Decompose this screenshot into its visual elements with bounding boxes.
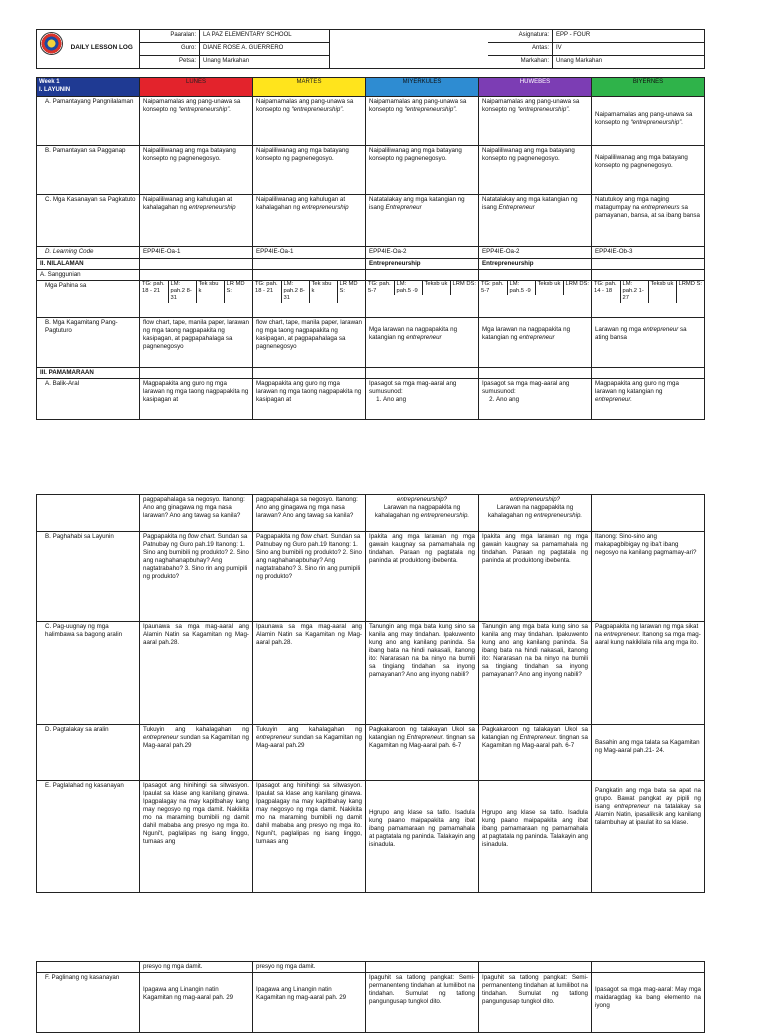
row-label: D. Learning Code (37, 247, 140, 259)
row-label: B. Paghahabi sa Layunin (37, 532, 140, 622)
row-performance-standard (37, 146, 705, 195)
row-references (37, 270, 705, 281)
cell: Pagkakaroon ng talakayan Ukol sa katangian ng Entrepreneur. tingnan sa Kagamitan ng Mag-aaral pah. 6-7 (366, 725, 479, 781)
cell: flow chart, tape, manila paper, larawan ng mga taong nagpapakita ng kasipagan, at pagpapahalaga sa pagnenegosyo (253, 317, 366, 367)
cell: Naipaliliwanag ang mga batayang konsepto ng pagnenegosyo. (140, 146, 253, 195)
cell: Pagpapakita ng flow chart. Sundan sa Patnubay ng Guro pah.19 Itanong: 1. Sino ang bumibili ng produkto? 2. Sino ang naghahanapbuhay? Ang nagtatrabaho? 3. Sino rin ang pumipili ng produkto? (253, 532, 366, 622)
quarter-label: Markahan: (488, 56, 553, 69)
row-label: C. Mga Kasanayan sa Pagkatuto (37, 195, 140, 247)
cell: Magpapakita ang guro ng mga larawan ng mga taong nagpapakita ng kasipagan at (253, 378, 366, 419)
week-header (37, 78, 140, 97)
cell: Basahin ang mga talata sa Kagamitan ng Mag-aaral pah.21- 24. (592, 725, 705, 781)
row-label: Mga Pahina sa (37, 280, 140, 317)
lesson-table-1 (36, 77, 705, 420)
cell: pagpapahalaga sa negosyo. Itanong: Ano ang ginagawa ng mga nasa larawan? Ano ang tawag sa kanila? (253, 495, 366, 532)
date-label: Petsa: (140, 56, 200, 69)
cell: Hgrupo ang klase sa tatlo. Isadula kung paano maipapakita ang ibat ibang pamamaraan ng pamamahala at pagtatala ng paninda. Talakayin ang isinadula. (479, 781, 592, 893)
cell: EPP4IE-Oa-2 (479, 247, 592, 259)
row-skills-development (37, 972, 705, 1032)
cell: Naipamamalas ang pang-unawa sa konsepto ng “entrepreneurship”. (479, 97, 592, 146)
day-header-monday: LUNES (140, 78, 253, 97)
lesson-table-3 (36, 961, 705, 1033)
row-pages (37, 280, 705, 317)
school-label: Paaralan: (140, 30, 200, 43)
day-header-thursday: HUWEBES (479, 78, 592, 97)
row-label: B. Mga Kagamitang Pang-Pagtuturo (37, 317, 140, 367)
cell: EPP4IE-Oa-1 (253, 247, 366, 259)
cell: Naipamamalas ang pang-unawa sa konsepto ng “entrepreneurship”. (366, 97, 479, 146)
teacher-value: DIANE ROSE A. GUERRERO (200, 43, 330, 56)
cell: Larawan ng mga entrepreneur sa ating bansa (592, 317, 705, 367)
cell: Ipaunawa sa mga mag-aaral ang Alamin Natin sa Kagamitan ng Mag-aaral pah.28. (140, 622, 253, 725)
cell: Itanong: Sino-sino ang makapagbibigay ng iba't ibang negosyo na kanilang pagmamay-ari? (592, 532, 705, 622)
section-heading: II. NILALAMAN (37, 259, 140, 270)
cell: Mga larawan na nagpapakita ng katangian ng entrepreneur (366, 317, 479, 367)
cell: presyo ng mga damit. (253, 962, 366, 973)
cell: Ipakita ang mga larawan ng mga gawain kaugnay sa pamamahala ng tindahan. Paraan ng pagtatala ng paninda at produktong ibebenta. (366, 532, 479, 622)
cell: EPP4IE-Oa-1 (140, 247, 253, 259)
row-learning-code (37, 247, 705, 259)
cell: Naipaliliwanag ang mga batayang konsepto ng pagnenegosyo. (479, 146, 592, 195)
ref-cell: TG: pah. 14 - 18 LM: pah.2 1-27 Teksb uk LRMD S: (592, 280, 705, 317)
row-review-cont (37, 495, 705, 532)
row-label: D. Pagtalakay sa aralin (37, 725, 140, 781)
header-table (36, 29, 705, 69)
cell: Natatalakay ang mga katangian ng isang Entrepreneur (366, 195, 479, 247)
row-skills-cont (37, 962, 705, 973)
row-content-standard (37, 97, 705, 146)
cell: Magpapakita ang guro ng mga larawan ng katangian ng entrepreneur. (592, 378, 705, 419)
quarter-value: Unang Markahan (553, 56, 705, 69)
cell: Ipasagot sa mga mag-aaral ang sumusunod: 1. Ano ang (366, 378, 479, 419)
cell: Tanungin ang mga bata kung sino sa kanila ang may tindahan. Ipakuwento kung ano ang kanilang paninda. Sa ibang bata na hindi nakasali, itanong ito: Nararasan na ba ninyo na bumili sa tingiang tindahan sa inyong pamayanan? Ano ang inyong nabili? (366, 622, 479, 725)
week-label: Week 1 (39, 79, 60, 85)
lesson-table-2 (36, 494, 705, 893)
cell: Ipagawa ang Linangin natin Kagamitan ng mag-aaral pah. 29 (140, 972, 253, 1032)
row-motivation (37, 532, 705, 622)
row-materials (37, 317, 705, 367)
date-value: Unang Markahan (200, 56, 330, 69)
cell: Ipasagot sa mga mag-aaral: May mga maidaragdag ka bang elemento na iyong (592, 972, 705, 1032)
cell: EPP4IE-Oa-2 (366, 247, 479, 259)
cell: Pagpapakita ng flow chart. Sundan sa Patnubay ng Guro pah.19 Itanong: 1. Sino ang bumibili ng produkto? 2. Sino ang naghahanapbuhay? Ang nagtatrabaho? 3. Sino rin ang pumipili ng produkto? (140, 532, 253, 622)
cell: Naipaliliwanag ang kahulugan at kahalagahan ng entrepreneurship (140, 195, 253, 247)
row-content (37, 259, 705, 270)
cell: Naipaliliwanag ang kahulugan at kahalagahan ng entrepreneurship (253, 195, 366, 247)
grade-value: IV (553, 43, 705, 56)
cell: Natatalakay ang mga katangian ng isang Entrepreneur (479, 195, 592, 247)
row-label: E. Paglalahad ng kasanayan (37, 781, 140, 893)
cell: flow chart, tape, manila paper, larawan ng mga taong nagpapakita ng kasipagan, at pagpapahalaga sa pagnenegosyo (140, 317, 253, 367)
cell: Ipaguhit sa tatlong pangkat: Semi-permanenteng tindahan at lumilibot na tindahan. Sumulat ng tatlong pangungusap tungkol dito. (366, 972, 479, 1032)
grade-label: Antas: (488, 43, 553, 56)
cell: Tanungin ang mga bata kung sino sa kanila ang may tindahan. Ipakuwento kung ano ang kanilang paninda. Sa ibang bata na hindi nakasali, itanong ito: Nararasan na ba ninyo na bumili sa tingiang tindahan sa inyong pamayanan? Ano ang inyong nabili? (479, 622, 592, 725)
deped-seal-icon (40, 32, 63, 55)
cell: Hgrupo ang klase sa tatlo. Isadula kung paano maipapakita ang ibat ibang pamamaraan ng pamamahala at pagtatala ng paninda. Talakayin ang isinadula. (366, 781, 479, 893)
cell: Naipamamalas ang pang-unawa sa konsepto ng “entrepreneurship”. (592, 97, 705, 146)
cell: Mga larawan na nagpapakita ng katangian ng entrepreneur (479, 317, 592, 367)
cell: Natutukoy ang mga naging matagumpay na entrepreneurs sa pamayanan, bansa, at sa ibang bansa (592, 195, 705, 247)
cell: EPP4IE-Ob-3 (592, 247, 705, 259)
cell: Naipamamalas ang pang-unawa sa konsepto ng “entrepreneurship”. (253, 97, 366, 146)
cell: Ipakita ang mga larawan ng mga gawain kaugnay sa pamamahala ng tindahan. Paraan ng pagtatala ng paninda at produktong ibebenta. (479, 532, 592, 622)
cell: Naipaliliwanag ang mga batayang konsepto ng pagnenegosyo. (366, 146, 479, 195)
subject-label: Asignatura: (488, 30, 553, 43)
cell: Ipasagot ang hinihingi sa sitwasyon. Ipaulat sa klase ang kanilang ginawa. Ipagpalagay na may kapitbahay kang may negosyo ng mga damit. Nakikita mo na maraming bumibili ng damit dahil mababa ang presyo ng mga ito. Nguni't, paglalipas ng isang linggo, tumaas ang (140, 781, 253, 893)
cell: Pagpapakita ng larawan ng mga sikat na entrepreneur. Itanong sa mga mag-aaral kung nakikilala nila ang mga ito. (592, 622, 705, 725)
day-header-tuesday: MARTES (253, 78, 366, 97)
cell: Naipaliliwanag ang mga batayang konsepto ng pagnenegosyo. (253, 146, 366, 195)
ref-cell: TG: pah. 18 - 21 LM: pah.2 8-31 Tek sbu k LR MD S: (140, 280, 253, 317)
lesson-log-page-3 (36, 961, 704, 1033)
teacher-label: Guro: (140, 43, 200, 56)
cell: Ipaunawa sa mga mag-aaral ang Alamin Natin sa Kagamitan ng Mag-aaral pah.28. (253, 622, 366, 725)
row-learning-competencies (37, 195, 705, 247)
cell: entrepreneurship? Larawan na nagpapakita ng kahalagahan ng entrepreneurship. (366, 495, 479, 532)
cell: Ipagawa ang Linangin natin Kagamitan ng mag-aaral pah. 29 (253, 972, 366, 1032)
cell: Naipamamalas ang pang-unawa sa konsepto ng “entrepreneurship”. (140, 97, 253, 146)
row-label: A. Balik-Aral (37, 378, 140, 419)
row-procedure (37, 367, 705, 378)
cell: Tukuyin ang kahalagahan ng entrepreneur sundan sa Kagamitan ng Mag-aaral pah.29 (140, 725, 253, 781)
lesson-log-page-1 (36, 29, 704, 420)
cell: Tukuyin ang kahalagahan ng entrepreneur sundan sa Kagamitan ng Mag-aaral pah.29 (253, 725, 366, 781)
row-label: C. Pag-uugnay ng mga halimbawa sa bagong aralin (37, 622, 140, 725)
row-discussion (37, 725, 705, 781)
cell: Ipaguhit sa tatlong pangkat: Semi-permanenteng tindahan at lumilibot na tindahan. Sumulat ng tatlong pangungusap tungkol dito. (479, 972, 592, 1032)
cell: Magpapakita ang guro ng mga larawan ng mga taong nagpapakita ng kasipagan at (140, 378, 253, 419)
document-title: DAILY LESSON LOG (70, 43, 133, 51)
ref-cell: TG: pah. 5-7 LM: pah.5 -9 Teksb uk LRM DS: (479, 280, 592, 317)
row-label: B. Pamantayan sa Pagganap (37, 146, 140, 195)
school-value: LA PAZ ELEMENTARY SCHOOL (200, 30, 330, 43)
row-label: A. Sanggunian (37, 270, 140, 281)
cell: pagpapahalaga sa negosyo. Itanong: Ano ang ginagawa ng mga nasa larawan? Ano ang tawag sa kanila? (140, 495, 253, 532)
cell: Entrepreneurship (479, 259, 592, 270)
layunin-heading: I. LAYUNIN (39, 86, 71, 93)
lesson-log-page-2 (36, 494, 704, 893)
cell: Entrepreneurship (366, 259, 479, 270)
row-label: F. Paglinang ng kasanayan (37, 972, 140, 1032)
day-header-friday: BIYERNES (592, 78, 705, 97)
ref-cell: TG: pah. 5-7 LM: pah.5 -9 Teksb uk LRM DS: (366, 280, 479, 317)
row-skills-presentation (37, 781, 705, 893)
cell: Pangkatin ang mga bata sa apat na grupo. Bawat pangkat ay pipili ng isang entrepreneur na tatalakay sa Alamin Natin, ipasaliksik ang kanilang talambuhay at ipaulat ito sa klase. (592, 781, 705, 893)
row-review (37, 378, 705, 419)
ref-cell: TG: pah. 18 - 21 LM: pah.2 8-31 Tek sbu k LR MD S: (253, 280, 366, 317)
cell: Naipaliliwanag ang mga batayang konsepto ng pagnenegosyo. (592, 146, 705, 195)
cell: Ipasagot sa mga mag-aaral ang sumusunod: 2. Ano ang (479, 378, 592, 419)
cell: Pagkakaroon ng talakayan Ukol sa katangian ng Entrepreneur. tingnan sa Kagamitan ng Mag-aaral pah. 6-7 (479, 725, 592, 781)
day-header-wednesday: MIYERKULES (366, 78, 479, 97)
row-examples (37, 622, 705, 725)
logo-cell (37, 30, 140, 69)
section-heading: III. PAMAMARAAN (37, 367, 140, 378)
subject-value: EPP - FOUR (553, 30, 705, 43)
cell: entrepreneurship? Larawan na nagpapakita ng kahalagahan ng entrepreneurship. (479, 495, 592, 532)
cell: Ipasagot ang hinihingi sa sitwasyon. Ipaulat sa klase ang kanilang ginawa. Ipagpalagay na may kapitbahay kang may negosyo ng mga damit. Nakikita mo na maraming bumibili ng damit dahil mababa ang presyo ng mga ito. Nguni't, paglalipas ng isang linggo, tumaas ang (253, 781, 366, 893)
cell: presyo ng mga damit. (140, 962, 253, 973)
row-label: A. Pamantayang Pangnilalaman (37, 97, 140, 146)
